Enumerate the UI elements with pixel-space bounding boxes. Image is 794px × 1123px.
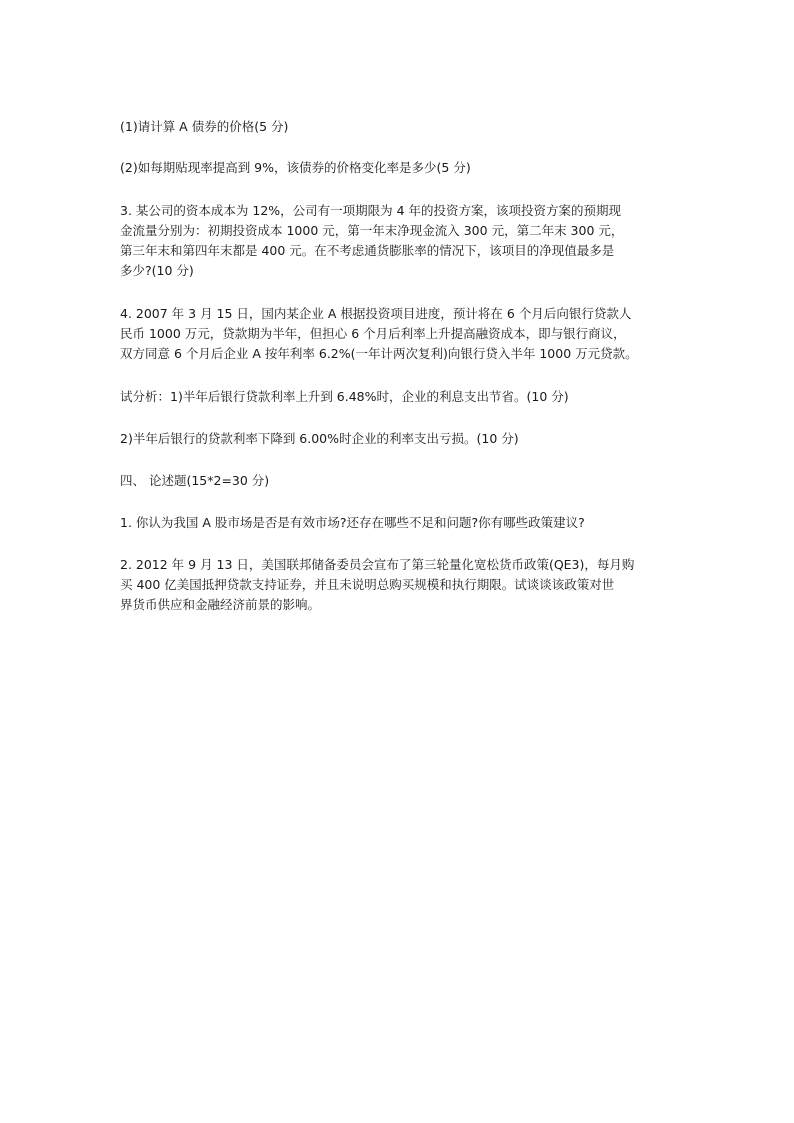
question-3-npv (120, 201, 680, 281)
text-line: 1. 你认为我国 A 股市场是否是有效市场?还存在哪些不足和问题?你有哪些政策建议? (120, 515, 585, 530)
question-4-part-2 (120, 429, 680, 449)
text-line: 试分析：1)半年后银行贷款利率上升到 6.48%时，企业的利息支出节省。(10 分) (120, 389, 569, 404)
text-line: 界货币供应和金融经济前景的影响。 (120, 597, 321, 612)
text-line: 买 400 亿美国抵押贷款支持证券，并且未说明总购买规模和执行期限。试谈谈该政策对世 (120, 577, 615, 592)
text-line: 多少?(10 分) (120, 263, 194, 278)
text-line: 3. 某公司的资本成本为 12%，公司有一项期限为 4 年的投资方案，该项投资方案的预期现 (120, 203, 622, 218)
text-line: (2)如每期贴现率提高到 9%，该债券的价格变化率是多少(5 分) (120, 160, 471, 175)
text-line: (1)请计算 A 债券的价格(5 分) (120, 119, 289, 134)
section-4-heading (120, 471, 680, 491)
question-4-part-1 (120, 387, 680, 407)
question-2-price-change (120, 158, 680, 178)
essay-question-1 (120, 513, 680, 533)
text-line: 2)半年后银行的贷款利率下降到 6.00%时企业的利率支出亏损。(10 分) (120, 431, 519, 446)
text-line: 四、 论述题(15*2=30 分) (120, 473, 270, 488)
question-1-price (120, 117, 680, 137)
text-line: 第三年末和第四年末都是 400 元。在不考虑通货膨胀率的情况下，该项目的净现值最多是 (120, 243, 615, 258)
text-line: 民币 1000 万元，贷款期为半年，但担心 6 个月后利率上升提高融资成本，即与银行商议， (120, 326, 626, 341)
text-line: 4. 2007 年 3 月 15 日，国内某企业 A 根据投资项目进度，预计将在 6 个月后向银行贷款人 (120, 306, 632, 321)
text-line: 金流量分别为：初期投资成本 1000 元，第一年末净现金流入 300 元，第二年末 300 元， (120, 223, 624, 238)
text-line: 2. 2012 年 9 月 13 日，美国联邦储备委员会宣布了第三轮量化宽松货币政策(QE3)，每月购 (120, 557, 635, 572)
question-4-fra (120, 304, 680, 364)
essay-question-2 (120, 555, 680, 615)
text-line: 双方同意 6 个月后企业 A 按年利率 6.2%(一年计两次复利)向银行贷入半年 1000 万元贷款。 (120, 346, 638, 361)
